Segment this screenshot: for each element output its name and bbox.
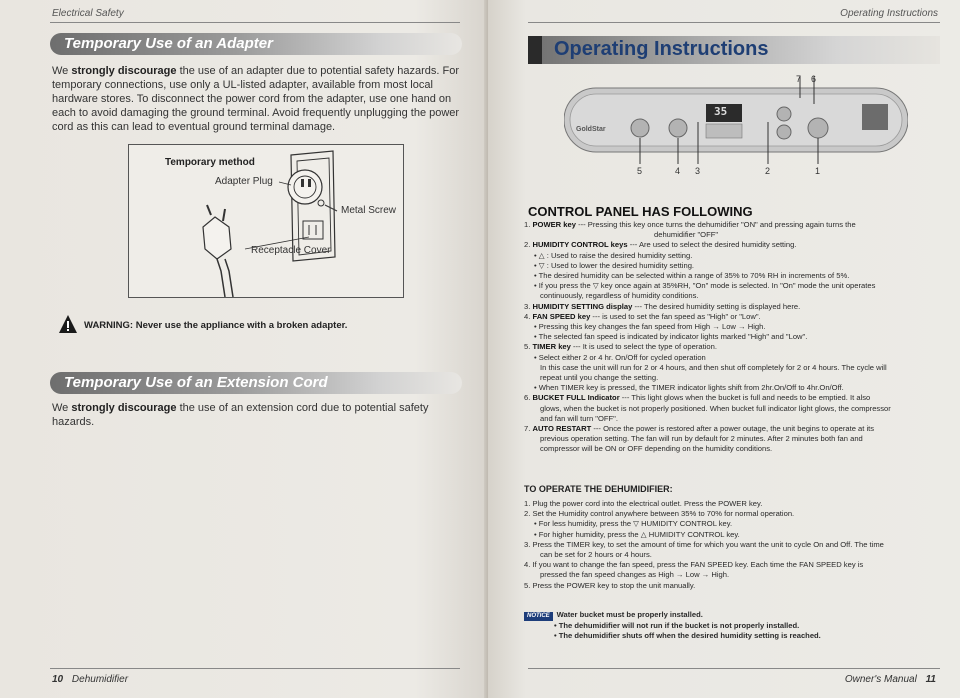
extension-text: the use of an extension cord due to potential safety hazards. [52,402,429,428]
right-footer [845,674,936,685]
extension-bold: strongly discourage [71,402,177,414]
notice-line-1: Water bucket must be properly installed. [556,610,703,619]
adapter-section-title: Temporary Use of an Adapter [50,33,462,55]
adapter-bold: strongly discourage [71,65,177,77]
control-panel-title: CONTROL PANEL HAS FOLLOWING [528,204,753,219]
notice-line-2: • The dehumidifier will not run if the bucket is not properly installed. [554,621,800,630]
right-page-number: 11 [925,674,936,685]
control-panel-list: 1. POWER key --- Pressing this key once turns the dehumidifier "ON" and pressing again turns the dehumidifier "OFF" 2. HUMIDITY CONTROL keys --- Are used to select the desired humidity setting. • △ : Used to raise the desired humidity setting. • ▽ : Used to lower the desired humidity setting. • The desired humidity can be selected within a range of 35% to 70% RH in increments of 5%. • If you press the ▽ key once again at 35%RH, "On" mode is selected. In "On" mode the unit operates continuously, regardless of humidity conditions. 3. HUMIDITY SETTING display --- The desired humidity setting is displayed here. 4. FAN SPEED key --- is used to set the fan speed as "High" or "Low". • Pressing this key changes the fan speed from High → Low → High. • The selected fan speed is indicated by indicator lights marked "High" and "Low". 5. TIMER key --- It is used to select the type of operation. • Select either 2 or 4 hr. On/Off for cycled operation In this case the unit will run for 2 or 4 hours, and then shut off completely for 2 or 4 hours. The cycle will repeat until you change the setting. • When TIMER key is pressed, the TIMER indicator lights shift from 2hr.On/Off to 4hr.On/Off. 6. BUCKET FULL Indicator --- This light glows when the bucket is full and needs to be emptied. It also glows, when the bucket is not properly positioned. When bucket full indicator light glows, the compressor and fan will turn "OFF". 7. AUTO RESTART --- Once the power is restored after a power outage, the unit begins to operate at its previous operation setting. The fan will run by default for 2 minutes. After 2 minutes both fan and compressor will be ON or OFF depending on the humidity conditions. [524,220,891,454]
left-page-number: 10 [52,674,64,685]
callout-1: 1 [815,166,821,176]
left-footer-rule [50,668,460,669]
control-panel-drawing [564,76,908,188]
operate-steps: 1. Plug the power cord into the electrical outlet. Press the POWER key. 2. Set the Humidity control anywhere between 35% to 70% for normal operation. • For less humidity, press the ▽ HUMIDITY CONTROL key. • For higher humidity, press the △ HUMIDITY CONTROL key. 3. Press the TIMER key, to set the amount of time for which you want the unit to cycle On and Off. The time can be set for 2 hours or 4 hours. 4. If you want to change the fan speed, press the FAN SPEED key. Each time the FAN SPEED key is pressed the fan speed changes as High → Low → High. 5. Press the POWER key to stop the unit manually. [524,499,884,590]
warning-text: WARNING: Never use the appliance with a broken adapter. [84,320,348,331]
operating-title-bar [528,36,940,64]
warning-icon [58,314,78,334]
panel-display: 35 [714,105,728,118]
panel-brand: GoldStar [576,126,606,133]
right-footer-rule [528,668,940,669]
right-page [488,0,960,698]
operate-title: TO OPERATE THE DEHUMIDIFIER: [524,484,673,494]
left-footer [52,674,128,685]
adapter-plug-drawing [129,145,403,297]
callout-3: 3 [695,166,701,176]
notice-block [524,610,912,641]
callout-5: 5 [637,166,643,176]
left-footer-label: Dehumidifier [71,674,129,685]
notice-line-3: • The dehumidifier shuts off when the desired humidity setting is reached. [554,631,821,641]
left-header: Electrical Safety [52,8,124,19]
right-header-rule [528,22,940,23]
adapter-lead: We [52,65,69,77]
figure-adapter-plug-label: Adapter Plug [215,176,273,187]
right-header: Operating Instructions [840,8,938,19]
adapter-paragraph [52,64,460,134]
callout-4: 4 [675,166,681,176]
right-footer-label: Owner's Manual [844,674,917,685]
adapter-figure [128,144,404,298]
adapter-text: the use of an adapter due to potential safety hazards. For temporary connections, use only a UL-listed adapter, available from most local hardware stores. To disconnect the power cord from the adapter, use one hand on each to avoid damaging the ground terminal. Avoid frequently unplugging the power cord as this can lead to eventual ground terminal damage. [52,65,460,133]
notice-badge: NOTICE [524,612,553,621]
figure-title: Temporary method [165,157,255,168]
figure-metal-screw-label: Metal Screw [341,205,397,216]
callout-6: 6 [811,74,817,84]
extension-paragraph [52,401,452,429]
title-block-accent [528,36,542,64]
operating-title: Operating Instructions [554,38,769,60]
extension-lead: We [52,402,69,414]
figure-receptacle-cover-label: Receptacle Cover [251,245,331,256]
warning-box [58,314,398,336]
control-panel-diagram [564,74,908,178]
callout-7: 7 [796,74,802,84]
left-header-rule [50,22,460,23]
callout-2: 2 [765,166,771,176]
extension-section-title: Temporary Use of an Extension Cord [50,372,462,394]
